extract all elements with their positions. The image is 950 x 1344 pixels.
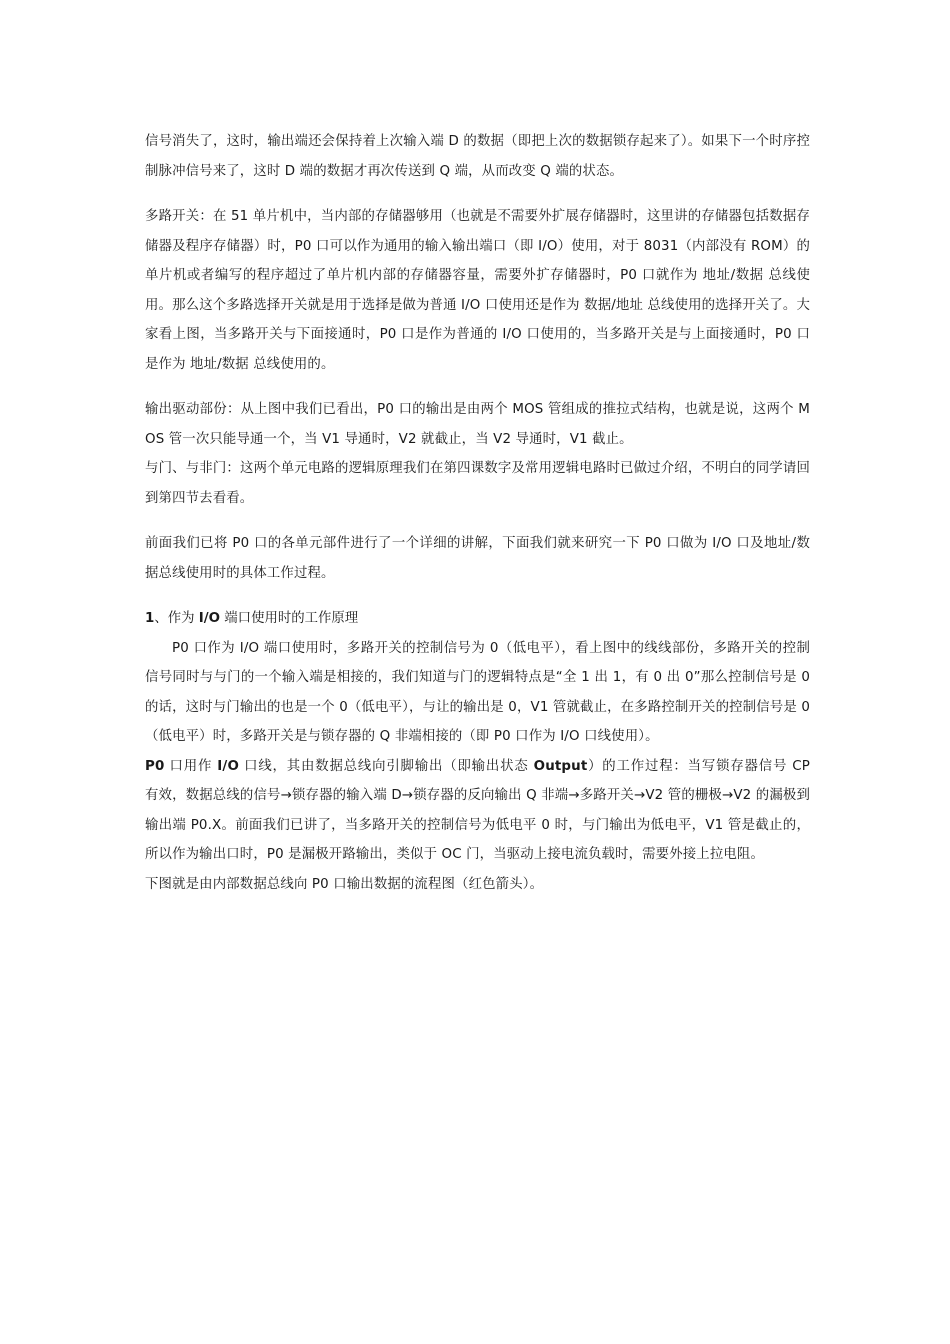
paragraph-and-gates: 与门、与非门：这两个单元电路的逻辑原理我们在第四课数字及常用逻辑电路时已做过介绍，不明白的同学请回到第四节去看看。: [145, 461, 810, 506]
paragraph-flow-caption: 下图就是由内部数据总线向 P0 口输出数据的流程图（红色箭头）。: [145, 876, 544, 892]
output-text-1: 口用作: [164, 758, 218, 774]
paragraph-multiplexer: 多路开关：在 51 单片机中，当内部的存储器够用（也就是不需要外扩展存储器时，这里讲的存储器包括数据存储器及程序存储器）时，P0 口可以作为通用的输入输出端口（即 I/O）使用，对于 8031（内部没有 ROM）的单片机或者编写的程序超过了单片机内部的存储器容量，需要外扩存储器时，P0 口就作为 地址/数据 总线使用。那么这个多路选择开关就是用于选择是做为普通 I/O 口使用还是作为 数据/地址 总线使用的选择开关了。大家看上图，当多路开关与下面接通时，P0 口是作为普通的 I/O 口使用的，当多路开关是与上面接通时，P0 口是作为 地址/数据 总线使用的。: [145, 209, 810, 372]
output-text-3: ）的工作过程：当写锁存器信号 CP 有效，数据总线的信号→锁存器的输入端 D→锁存器的反向输出 Q 非端→多路开关→V2 管的栅极→V2 的漏极到输出端 P0.X。前面我们已讲了，当多路开关的控制信号为低电平 0 时，与门输出为低电平，V1 管是截止的，所以作为输出口时，P0 是漏极开路输出，类似于 OC 门，当驱动上接电流负载时，需要外接上拉电阻。: [145, 758, 838, 862]
paragraph-output-process: [145, 752, 838, 870]
section-title-bold: I/O: [198, 611, 221, 626]
section-title-pre: 、作为: [154, 611, 199, 626]
io-bold: I/O: [217, 758, 240, 774]
paragraph-output-driver: 输出驱动部份：从上图中我们已看出，P0 口的输出是由两个 MOS 管组成的推拉式结构，也就是说，这两个 MOS 管一次只能导通一个，当 V1 导通时，V2 就截止，当 V2 导通时，V1 截止。: [145, 402, 810, 447]
output-text-2: 口线，其由数据总线向引脚输出（即输出状态: [239, 758, 534, 774]
output-bold: Output: [533, 758, 588, 774]
document-page: [145, 127, 838, 899]
paragraph-intro-process: 前面我们已将 P0 口的各单元部件进行了一个详细的讲解，下面我们就来研究一下 P0 口做为 I/O 口及地址/数据总线使用时的具体工作过程。: [145, 536, 810, 581]
p0-bold: P0: [145, 758, 165, 774]
paragraph-io-principle: P0 口作为 I/O 端口使用时，多路开关的控制信号为 0（低电平），看上图中的线线部份，多路开关的控制信号同时与与门的一个输入端是相接的，我们知道与门的逻辑特点是“全 1 出 1，有 0 出 0”那么控制信号是 0 的话，这时与门输出的也是一个 0（低电平），与让的输出是 0，V1 管就截止，在多路控制开关的控制信号是 0（低电平）时，多路开关是与锁存器的 Q 非端相接的（即 P0 口作为 I/O 口线使用）。: [145, 640, 810, 744]
section-heading: [145, 604, 810, 634]
section-title-post: 端口使用时的工作原理: [220, 611, 359, 626]
paragraph-latch-signal: 信号消失了，这时，输出端还会保持着上次输入端 D 的数据（即把上次的数据锁存起来了）。如果下一个时序控制脉冲信号来了，这时 D 端的数据才再次传送到 Q 端，从而改变 Q 端的状态。: [145, 134, 810, 179]
section-number: 1: [145, 611, 155, 626]
